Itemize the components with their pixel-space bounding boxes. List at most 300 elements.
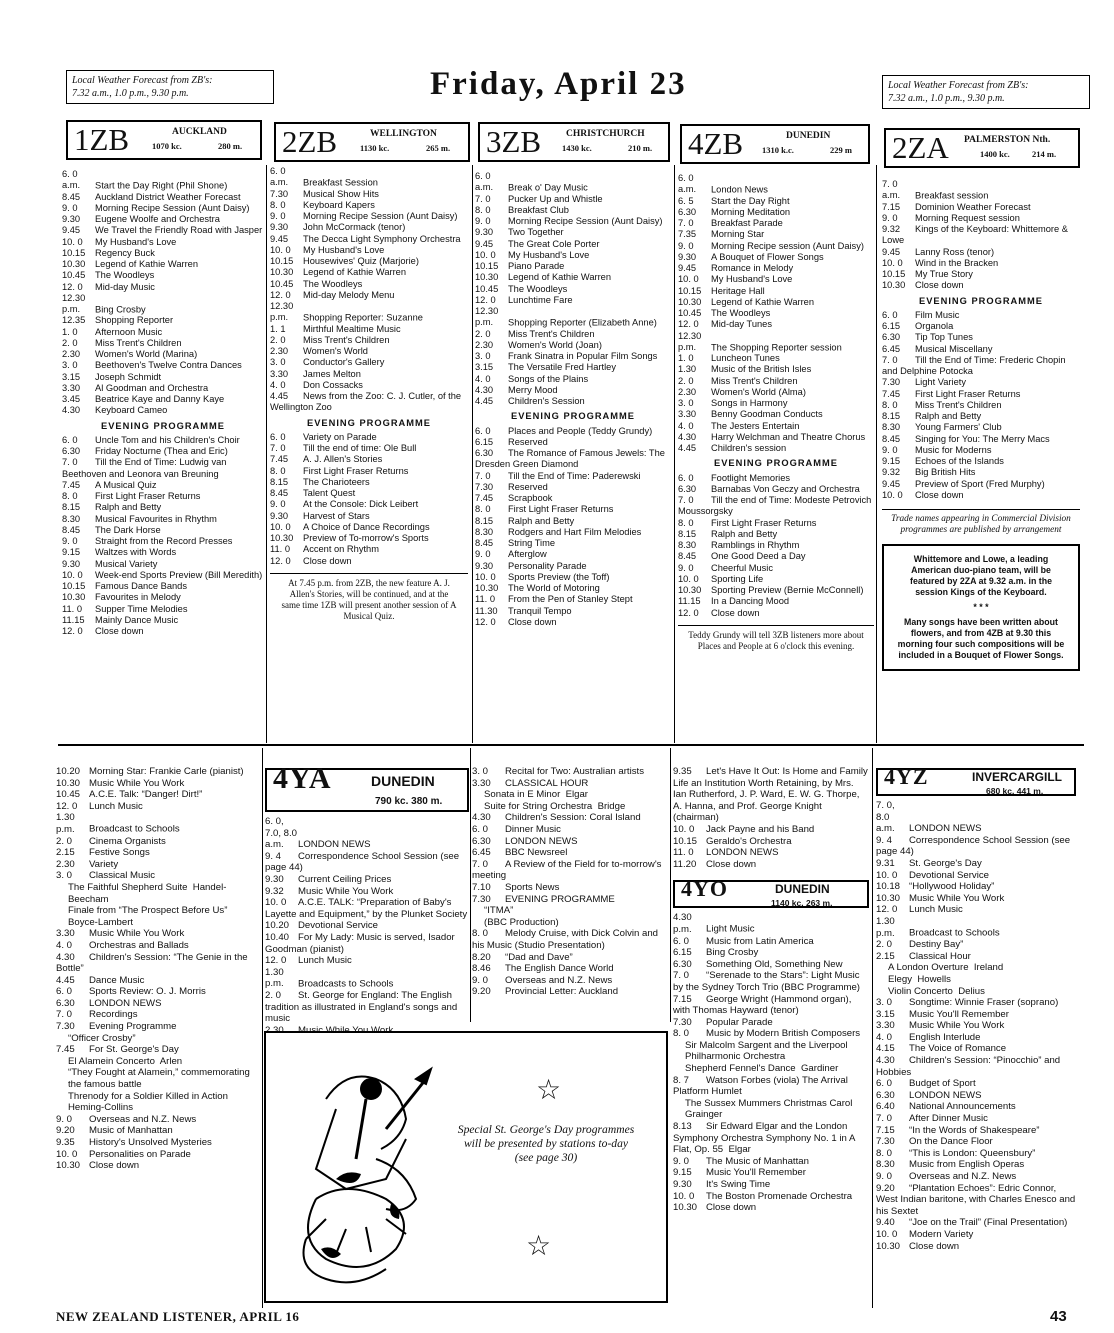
entry-time: 3. 0	[472, 766, 489, 777]
entry-time: 10. 0	[882, 257, 903, 268]
schedule-entry	[56, 1067, 260, 1090]
entry-time: 1.30	[678, 364, 697, 375]
schedule-entry	[678, 308, 874, 319]
schedule-entry	[876, 986, 1076, 998]
entry-title: Mid-day Tunes	[711, 319, 772, 330]
entry-time: 10.18	[876, 881, 901, 893]
entry-title: Ralph and Betty	[95, 502, 162, 513]
entry-time: 3. 0	[62, 360, 78, 371]
schedule-entry	[678, 551, 874, 562]
entry-time: 9.30	[270, 222, 289, 233]
evening-programme-heading: EVENING PROGRAMME	[714, 458, 838, 469]
entry-title: Shopping Reporter: Suzanne	[303, 312, 423, 323]
entry-time: 3.45	[62, 394, 81, 404]
entry-time: 10. 0	[62, 236, 83, 247]
schedule-entry	[678, 331, 874, 354]
entry-time: 10. 0	[673, 823, 695, 835]
entry-time: 10.30	[56, 1160, 81, 1172]
column-divider	[472, 165, 473, 743]
schedule-entry	[270, 324, 468, 335]
entry-title: Close down	[915, 280, 964, 291]
schedule-entry	[882, 179, 1080, 202]
schedule-list	[882, 310, 1080, 501]
entry-title: Beatrice Kaye and Danny Kaye	[95, 394, 225, 404]
entry-time: 12. 0	[62, 281, 83, 292]
entry-time: 8.45	[62, 524, 81, 535]
entry-time: 10. 0	[876, 1228, 898, 1240]
schedule-entry	[678, 409, 874, 420]
schedule-entry	[882, 202, 1080, 213]
entry-title: Music While You Work	[909, 1020, 1005, 1032]
entry-time: 4. 0	[678, 420, 694, 431]
entry-title: “Dad and Dave”	[505, 951, 573, 963]
schedule-entry	[62, 214, 264, 225]
entry-time: 4.30	[475, 384, 494, 395]
entry-time: 4. 0	[876, 1031, 893, 1043]
entry-title: Children's Session: Coral Island	[505, 812, 641, 824]
schedule-entry	[265, 816, 469, 851]
entry-title: Bing Crosby	[706, 947, 759, 959]
entry-time: 10.15	[678, 285, 702, 296]
schedule-entry	[475, 572, 671, 583]
schedule-entry	[876, 904, 1076, 916]
schedule-entry	[475, 561, 671, 572]
entry-title: The Romance of Famous Jewels: The Dresden Green Diamond	[475, 448, 668, 470]
schedule-entry	[678, 529, 874, 540]
entry-title: For My Lady: Music is served, Isador Goodman (pianist)	[265, 931, 458, 955]
entry-title: Threnody for a Soldier Killed in Action Heming-Collins	[68, 1090, 234, 1114]
entry-title: Dominion Weather Forecast	[915, 201, 1031, 212]
entry-title: Reserved	[508, 436, 548, 447]
entry-time: 7.30	[475, 481, 494, 492]
entry-time: 10.30	[876, 1240, 901, 1252]
entry-title: Lanny Ross (tenor)	[915, 246, 995, 257]
entry-title: Film Music	[915, 309, 960, 320]
schedule-entry	[472, 894, 668, 906]
entry-time: 2. 0	[265, 989, 282, 1001]
entry-title: First Light Fraser Returns	[915, 388, 1021, 399]
entry-time: 6. 0	[62, 434, 78, 445]
entry-time: 8.20	[472, 951, 491, 963]
schedule-entry	[673, 912, 869, 935]
entry-time: 7.45	[882, 388, 901, 399]
entry-title: Morning Star	[711, 229, 765, 240]
page-number: 43	[1050, 1308, 1067, 1325]
entry-time: 9.35	[673, 766, 692, 777]
station-city: WELLINGTON	[370, 129, 437, 139]
entry-time: 4. 0	[56, 939, 73, 951]
schedule-entry	[270, 346, 468, 357]
schedule-entry	[472, 812, 668, 824]
entry-title: Start the Day Right	[711, 195, 790, 206]
entry-time: 12. 0	[475, 294, 496, 305]
entry-title: Musical Miscellany	[915, 343, 993, 354]
entry-time: 11. 0	[270, 544, 290, 555]
entry-title: Personalities on Parade	[89, 1148, 191, 1160]
entry-title: Beethoven's Twelve Contra Dances	[95, 360, 242, 371]
entry-time: 10. 0	[475, 571, 496, 582]
entry-time: 6.30	[62, 446, 81, 456]
entry-title: First Light Fraser Returns	[95, 491, 201, 501]
schedule-entry	[673, 936, 869, 948]
schedule-entry	[472, 766, 668, 778]
entry-time: 8. 0	[475, 204, 491, 215]
schedule-entry	[876, 951, 1076, 963]
entry-time: 8.46	[472, 963, 491, 975]
entry-title: Elegy Howells	[888, 973, 951, 985]
schedule-entry	[56, 859, 260, 871]
schedule-entry	[475, 272, 671, 283]
entry-title: Legend of Kathie Warren	[711, 296, 815, 307]
entry-time: 9.31	[876, 857, 895, 869]
station-header-4zb	[680, 124, 870, 164]
entry-title: Breakfast Session	[303, 177, 378, 188]
entry-time: 8. 0	[270, 199, 286, 210]
entry-time: 9. 0	[882, 212, 898, 223]
entry-title: St. George for England: The English tradition as illustrated in England's songs and music	[265, 989, 460, 1025]
entry-time: 9. 0	[56, 1113, 73, 1125]
entry-title: Till the End of Time: Ludwig van Beethoven and Leonora van Breuning	[62, 457, 230, 479]
entry-time: 9.32	[882, 224, 901, 234]
schedule-entry	[678, 387, 874, 398]
entry-time: 4.30	[56, 951, 75, 963]
schedule-entry	[876, 1125, 1076, 1137]
station-call-sign: 2ZB	[282, 124, 338, 159]
schedule-entry	[270, 391, 468, 414]
entry-time: 7.10	[472, 881, 491, 893]
entry-time: 8.30	[62, 513, 81, 524]
schedule-entry	[62, 270, 264, 281]
entry-time: 12. 0	[876, 904, 898, 916]
feature-text-1: Whittemore and Lowe, a leading American duo-piano team, will be featured by 2ZA at 9.32 a.m. in the session Kings of the Keyboard.	[910, 554, 1052, 597]
station-city: AUCKLAND	[172, 127, 227, 137]
entry-time: 11. 0	[62, 603, 82, 614]
entry-title: Children's session	[711, 443, 787, 453]
entry-title: Don Cossacks	[303, 379, 363, 390]
entry-title: Light Variety	[915, 377, 966, 388]
column-2zb	[270, 166, 468, 626]
schedule-entry	[62, 525, 264, 536]
schedule-entry	[56, 1056, 260, 1068]
schedule-entry	[62, 581, 264, 592]
schedule-entry	[475, 284, 671, 295]
schedule-entry	[882, 422, 1080, 433]
entry-title: A.C.E. TALK: “Preparation of Baby's Layette and Equipment,” by the Plunket Society	[265, 897, 468, 920]
entry-title: Legend of Kathie Warren	[303, 267, 407, 278]
evening-programme-heading: EVENING PROGRAMME	[101, 420, 225, 431]
schedule-entry	[678, 297, 874, 308]
schedule-entry	[62, 192, 264, 203]
entry-title: Current Ceiling Prices	[298, 873, 392, 885]
schedule-entry	[876, 835, 1076, 858]
lower-column-4	[673, 766, 869, 1214]
entry-time: 6. 5	[678, 195, 694, 206]
schedule-entry	[472, 882, 668, 894]
schedule-entry	[678, 218, 874, 229]
entry-title: The Woodleys	[303, 278, 363, 289]
entry-time: 3.30	[56, 928, 75, 940]
entry-title: The Faithful Shepherd Suite Handel-Beecham	[68, 881, 227, 905]
entry-title: Mid-day Music	[95, 281, 155, 292]
schedule-entry	[62, 626, 264, 637]
entry-title: Music While You Work	[298, 885, 394, 897]
entry-title: Breakfast Club	[508, 204, 569, 215]
entry-title: Ralph and Betty	[711, 528, 778, 539]
schedule-entry	[56, 928, 260, 940]
entry-title: Music While You Work	[909, 892, 1005, 904]
entry-time: 9.15	[62, 547, 81, 558]
schedule-entry	[270, 335, 468, 346]
entry-time: 9.15	[882, 456, 901, 466]
schedule-entry	[876, 997, 1076, 1009]
weather-forecast-box-right	[882, 75, 1090, 109]
entry-time: 12. 0	[678, 607, 699, 618]
entry-time: 10.30	[62, 592, 86, 603]
entry-time: 9.45	[62, 225, 81, 236]
entry-title: Women's World (Marina)	[95, 349, 198, 359]
section-divider	[58, 744, 1084, 746]
entry-title: A London Overture Ireland	[888, 962, 1004, 974]
entry-time: 11.20	[673, 858, 697, 870]
entry-title: Cinema Organists	[89, 835, 166, 847]
schedule-entry	[678, 484, 874, 495]
column-1zb	[62, 169, 264, 637]
entry-title: Shopping Reporter	[95, 315, 174, 326]
entry-title: James Melton	[303, 368, 361, 379]
weather-forecast-box-left	[66, 70, 274, 104]
entry-time: 4.45	[270, 391, 289, 401]
entry-time: 4. 0	[270, 379, 286, 390]
station-metres: 210 m.	[628, 143, 653, 153]
entry-time: 6. 0 a.m.	[475, 171, 494, 193]
entry-title: EVENING PROGRAMME	[505, 893, 615, 905]
entry-title: Overseas and N.Z. News	[909, 1171, 1017, 1182]
entry-time: 10. 0	[673, 1190, 695, 1202]
entry-time: 9. 0	[270, 499, 286, 510]
entry-time: 6.15	[475, 436, 494, 447]
entry-time: 7.30	[270, 188, 289, 199]
schedule-entry	[882, 355, 1080, 378]
schedule-entry	[62, 491, 264, 502]
schedule-entry	[882, 456, 1080, 467]
schedule-entry	[673, 1063, 869, 1075]
entry-title: My Husband's Love	[95, 236, 177, 247]
entry-title: Music of Manhattan	[89, 1125, 173, 1137]
schedule-entry	[56, 940, 260, 952]
entry-time: 12. 0	[270, 555, 291, 566]
entry-title: Wind in the Bracken	[915, 257, 999, 268]
entry-title: Lunch Music	[298, 955, 352, 967]
entry-time: 6.30	[475, 448, 494, 458]
entry-time: 4.30	[876, 1055, 895, 1067]
entry-time: 3. 0	[678, 398, 694, 408]
schedule-entry	[62, 282, 264, 293]
entry-title: Evening Programme	[89, 1021, 177, 1033]
entry-title: Violin Concerto Delius	[888, 985, 985, 997]
entry-title: Till the End of Time: Frederic Chopin and Delphine Potocka	[882, 354, 1069, 376]
schedule-entry	[62, 559, 264, 570]
schedule-entry	[673, 766, 869, 824]
entry-time: 6. 0	[475, 425, 491, 436]
schedule-entry	[673, 1017, 869, 1029]
entry-title: Supper Time Melodies	[95, 603, 188, 614]
station-header-1zb	[66, 120, 262, 160]
schedule-entry	[678, 241, 874, 252]
entry-title: On the Dance Floor	[909, 1136, 993, 1148]
station-call-sign: 4ZB	[688, 126, 744, 161]
evening-programme-heading: EVENING PROGRAMME	[919, 295, 1043, 306]
schedule-entry	[678, 540, 874, 551]
entry-title: The Shopping Reporter session	[711, 341, 842, 352]
schedule-entry	[882, 258, 1080, 269]
entry-time: 3.15	[475, 362, 494, 373]
entry-title: A Review of the Field for to-morrow's meeting	[472, 858, 665, 882]
entry-time: 6. 0	[876, 1078, 893, 1090]
entry-title: Places and People (Teddy Grundy)	[508, 425, 653, 436]
star-icon: ☆	[536, 1074, 562, 1105]
entry-title: For St. George's Day	[89, 1044, 179, 1056]
entry-title: Miss Trent's Children	[711, 375, 798, 386]
entry-title: Morning Request session	[915, 212, 1020, 223]
feature-stars: * * *	[973, 602, 989, 612]
schedule-entry	[270, 369, 468, 380]
schedule-entry	[270, 166, 468, 189]
entry-title: Harry Welchman and Theatre Chorus	[711, 431, 866, 442]
entry-title: Broadcast to Schools	[89, 823, 180, 835]
entry-time: 10.15	[62, 247, 86, 258]
schedule-entry	[270, 380, 468, 391]
entry-title: Talent Quest	[303, 488, 356, 498]
entry-time: 8. 0	[475, 504, 491, 515]
entry-time: 2.30	[56, 858, 75, 870]
entry-time: 10.15	[270, 256, 294, 266]
entry-time: 10.45	[475, 283, 499, 294]
schedule-entry	[678, 353, 874, 364]
entry-time: 10. 0	[678, 573, 699, 584]
entry-time: 2. 0	[56, 835, 73, 847]
schedule-entry	[882, 479, 1080, 490]
entry-time: 8.15	[270, 476, 289, 487]
entry-title: Children's Session: “The Genie in the Bottle”	[56, 951, 251, 975]
entry-title: Breakfast session	[915, 190, 989, 201]
schedule-entry	[62, 293, 264, 316]
entry-title: We Travel the Friendly Road with Jasper	[95, 225, 263, 236]
entry-time: 4. 0	[475, 373, 491, 384]
entry-title: Close down	[706, 1202, 757, 1214]
entry-time: 10. 0	[265, 897, 287, 909]
feature-box	[882, 544, 1080, 671]
entry-title: Start the Day Right (Phil Shone)	[95, 180, 228, 191]
schedule-entry	[673, 1121, 869, 1156]
entry-time: 4.45	[475, 396, 494, 406]
column-divider	[266, 165, 267, 743]
schedule-entry	[270, 499, 468, 510]
entry-time: 12.30 p.m.	[475, 306, 501, 328]
entry-title: Regency Buck	[95, 247, 155, 258]
entry-title: Children's Session	[508, 396, 585, 406]
schedule-entry	[678, 518, 874, 529]
entry-title: Women's World (Joan)	[508, 339, 602, 350]
entry-time: 8.45	[62, 191, 81, 202]
entry-title: The Great Cole Porter	[508, 238, 600, 249]
schedule-entry	[673, 1098, 869, 1121]
entry-time: 6.30	[56, 997, 75, 1009]
schedule-entry	[62, 225, 264, 236]
entry-title: BBC Newsreel	[505, 847, 568, 859]
entry-title: Mid-day Melody Menu	[303, 289, 395, 300]
trade-names-note: Trade names appearing in Commercial Division programmes are published by arrangement	[882, 509, 1080, 536]
entry-title: Destiny Bay”	[909, 939, 964, 951]
schedule-entry	[56, 1033, 260, 1045]
entry-title: Organola	[915, 321, 954, 331]
schedule-entry	[678, 574, 874, 585]
schedule-list	[475, 171, 671, 407]
schedule-entry	[876, 916, 1076, 939]
entry-time: 10.20	[56, 766, 81, 777]
station-frequency: 1140 kc. 263 m.	[771, 898, 833, 909]
entry-time: 7.35	[678, 229, 697, 240]
entry-time: 10.45	[56, 789, 81, 801]
entry-title: Music While You Work	[298, 1024, 394, 1036]
entry-time: 9.30	[678, 251, 697, 262]
entry-time: 2. 0	[270, 334, 286, 345]
entry-title: Morning Star: Frankie Carle (pianist)	[89, 766, 244, 777]
schedule-entry	[876, 1055, 1076, 1078]
entry-time: 10.30	[678, 585, 702, 595]
station-logo: 4YZ	[884, 764, 929, 789]
schedule-entry	[56, 975, 260, 987]
entry-title: Breakfast Parade	[711, 218, 783, 228]
schedule-list	[62, 435, 264, 638]
entry-time: 8. 0	[270, 465, 286, 476]
entry-time: 1. 1	[270, 323, 286, 334]
schedule-entry	[475, 493, 671, 504]
entry-title: Preview of To-morrow's Sports	[303, 533, 429, 543]
entry-time: 4.30	[678, 431, 697, 442]
entry-title: Keyboard Cameo	[95, 405, 168, 416]
schedule-entry	[270, 222, 468, 233]
st-george-picture-box	[264, 1031, 668, 1303]
column-2za	[882, 179, 1080, 671]
column-divider	[876, 165, 877, 743]
entry-time: 10.20	[265, 920, 290, 932]
entry-title: Music from English Operas	[909, 1159, 1025, 1171]
entry-title: The Woodleys	[95, 270, 155, 281]
entry-title: A Choice of Dance Recordings	[303, 521, 430, 532]
entry-title: Singing for You: The Merry Macs	[915, 433, 1050, 444]
entry-title: St. George's Day	[909, 857, 982, 869]
entry-time: 10.30	[270, 533, 294, 543]
entry-time: 9.45	[882, 246, 901, 257]
schedule-entry	[472, 917, 668, 929]
entry-title: Variety	[89, 858, 119, 870]
schedule-entry	[882, 434, 1080, 445]
schedule-entry	[265, 932, 469, 955]
schedule-entry	[56, 1137, 260, 1149]
entry-time: 6. 0 a.m.	[62, 169, 81, 191]
schedule-entry	[56, 1125, 260, 1137]
entry-time: 7.45	[270, 454, 289, 465]
schedule-list	[270, 166, 468, 414]
schedule-entry	[56, 801, 260, 813]
schedule-entry	[270, 256, 468, 267]
schedule-entry	[62, 446, 264, 457]
entry-time: 11.15	[62, 614, 85, 625]
entry-time: 2.30	[270, 346, 289, 356]
schedule-entry	[678, 274, 874, 285]
entry-title: Close down	[89, 1160, 140, 1172]
schedule-entry	[882, 321, 1080, 332]
